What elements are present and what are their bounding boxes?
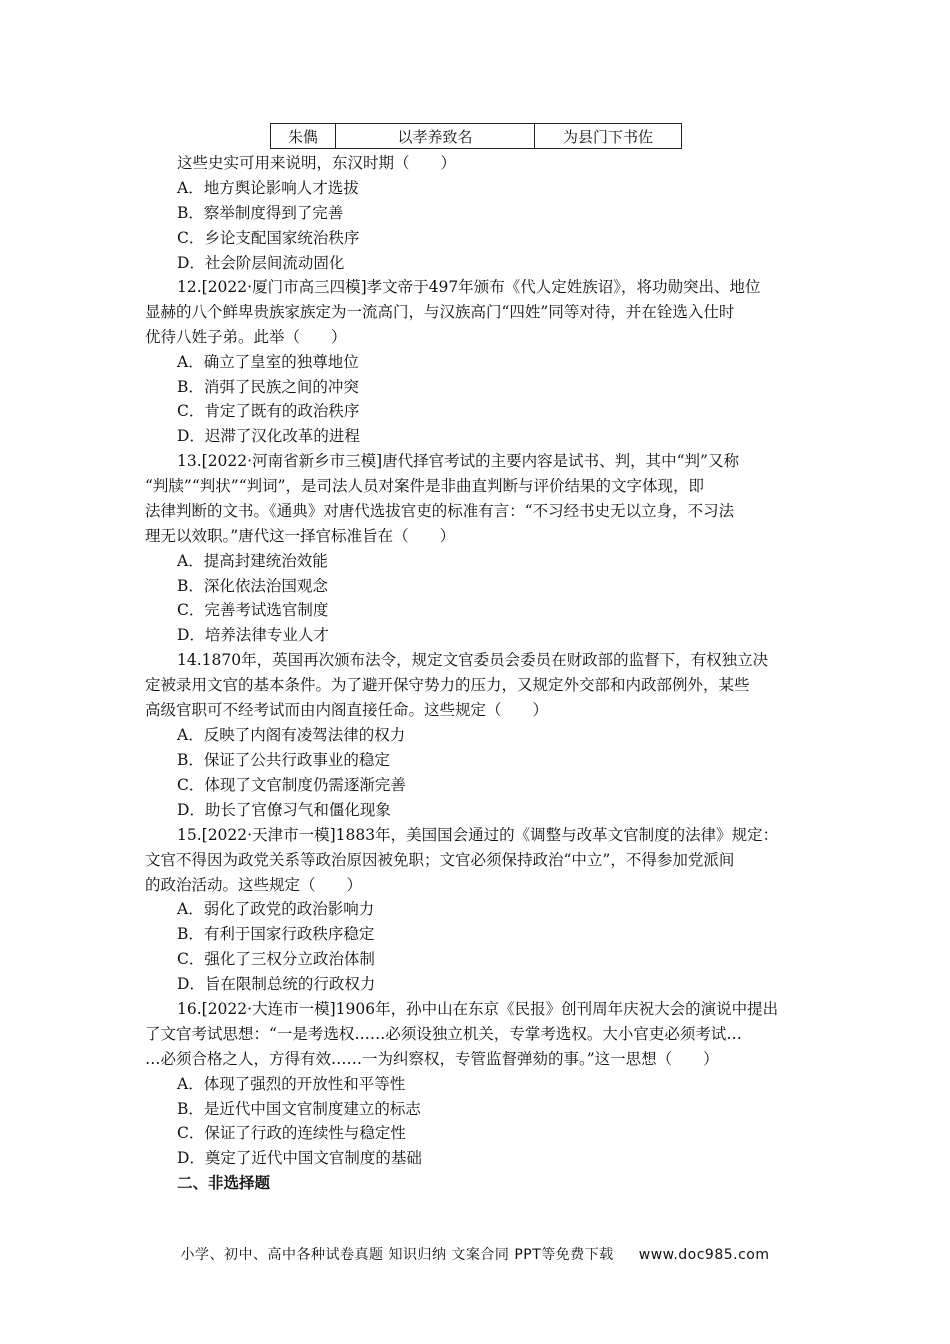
page-footer	[0, 1244, 950, 1264]
q14-option-d: D．助长了官僚习气和僵化现象	[177, 801, 391, 819]
q13-stem-line-2: “判牍”“判状”“判词”，是司法人员对案件是非曲直判断与评价结果的文字体现，即	[145, 477, 705, 495]
table-row	[271, 124, 682, 149]
q15-option-a: A．弱化了政党的政治影响力	[177, 900, 375, 918]
q12-stem-line-3: 优待八姓子弟。此举（ ）	[145, 328, 347, 346]
q15-option-d: D．旨在限制总统的行政权力	[177, 975, 376, 993]
q13-option-b: B．深化依法治国观念	[177, 577, 328, 595]
q14-option-b: B．保证了公共行政事业的稳定	[177, 751, 390, 769]
section-heading: 二、非选择题	[177, 1173, 271, 1192]
q12-stem-line-1: 12.[2022·厦门市高三四模]孝文帝于497年颁布《代人定姓族诏》，将功勋突出、地位	[177, 278, 761, 296]
q13-stem-line-1: 13.[2022·河南省新乡市三模]唐代择官考试的主要内容是试书、判，其中“判”又称	[177, 452, 739, 470]
footer-url[interactable]: www.doc985.com	[638, 1247, 770, 1263]
q15-stem-line-1: 15.[2022·天津市一模]1883年，美国国会通过的《调整与改革文官制度的法律》规定：	[177, 826, 779, 844]
q14-stem-line-1: 14.1870年，英国再次颁布法令，规定文官委员会委员在财政部的监督下，有权独立决	[177, 651, 769, 669]
q11-option-c: C．乡论支配国家统治秩序	[177, 229, 360, 247]
q13-option-c: C．完善考试选官制度	[177, 601, 329, 619]
q12-stem-line-2: 显赫的八个鲜卑贵族家族定为一流高门，与汉族高门“四姓”同等对待，并在铨选入仕时	[145, 303, 735, 321]
q12-option-c: C．肯定了既有的政治秩序	[177, 402, 360, 420]
q14-option-a: A．反映了内阁有凌驾法律的权力	[177, 726, 406, 744]
q16-stem-line-2: 了文官考试思想：“一是考选权……必须设独立机关，专掌考选权。大小官吏必须考试…	[145, 1025, 742, 1043]
q13-option-a: A．提高封建统治效能	[177, 552, 328, 570]
q16-option-b: B．是近代中国文官制度建立的标志	[177, 1100, 421, 1118]
q15-option-b: B．有利于国家行政秩序稳定	[177, 925, 375, 943]
q15-stem-line-2: 文官不得因为政党关系等政治原因被免职；文官必须保持政治“中立”，不得参加党派间	[145, 851, 735, 869]
footer-text: 小学、初中、高中各种试卷真题 知识归纳 文案合同 PPT等免费下载	[180, 1247, 614, 1263]
info-table	[270, 123, 682, 149]
q14-option-c: C．体现了文官制度仍需逐渐完善	[177, 776, 406, 794]
q11-stem: 这些史实可用来说明，东汉时期（ ）	[177, 154, 457, 172]
q12-option-d: D．迟滞了汉化改革的进程	[177, 427, 360, 445]
table-cell-deed: 以孝养致名	[336, 124, 535, 149]
q16-stem-line-3: …必须合格之人，方得有效……一为纠察权，专管监督弹劾的事。”这一思想（ ）	[145, 1050, 719, 1068]
q13-stem-line-4: 理无以效职。”唐代这一择官标准旨在（ ）	[145, 527, 456, 545]
q16-stem-line-1: 16.[2022·大连市一模]1906年，孙中山在东京《民报》创刊周年庆祝大会的演说中提出	[177, 1000, 779, 1018]
q11-option-b: B．察举制度得到了完善	[177, 204, 344, 222]
q15-option-c: C．强化了三权分立政治体制	[177, 950, 375, 968]
table-cell-name: 朱儁	[271, 124, 336, 149]
q14-stem-line-3: 高级官职可不经考试而由内阁直接任命。这些规定（ ）	[145, 701, 549, 719]
q12-option-a: A．确立了皇室的独尊地位	[177, 353, 359, 371]
q16-option-d: D．奠定了近代中国文官制度的基础	[177, 1149, 422, 1167]
q16-option-a: A．体现了强烈的开放性和平等性	[177, 1075, 406, 1093]
q15-stem-line-3: 的政治活动。这些规定（ ）	[145, 876, 363, 894]
q11-option-a: A．地方舆论影响人才选拔	[177, 179, 359, 197]
q16-option-c: C．保证了行政的连续性与稳定性	[177, 1124, 406, 1142]
q11-option-d: D．社会阶层间流动固化	[177, 254, 345, 272]
q13-stem-line-3: 法律判断的文书。《通典》对唐代选拔官吏的标准有言：“不习经书史无以立身，不习法	[145, 502, 735, 520]
q12-option-b: B．消弭了民族之间的冲突	[177, 378, 359, 396]
table-cell-post: 为县门下书佐	[535, 124, 682, 149]
q13-option-d: D．培养法律专业人才	[177, 626, 329, 644]
q14-stem-line-2: 定被录用文官的基本条件。为了避开保守势力的压力，又规定外交部和内政部例外，某些	[145, 676, 750, 694]
